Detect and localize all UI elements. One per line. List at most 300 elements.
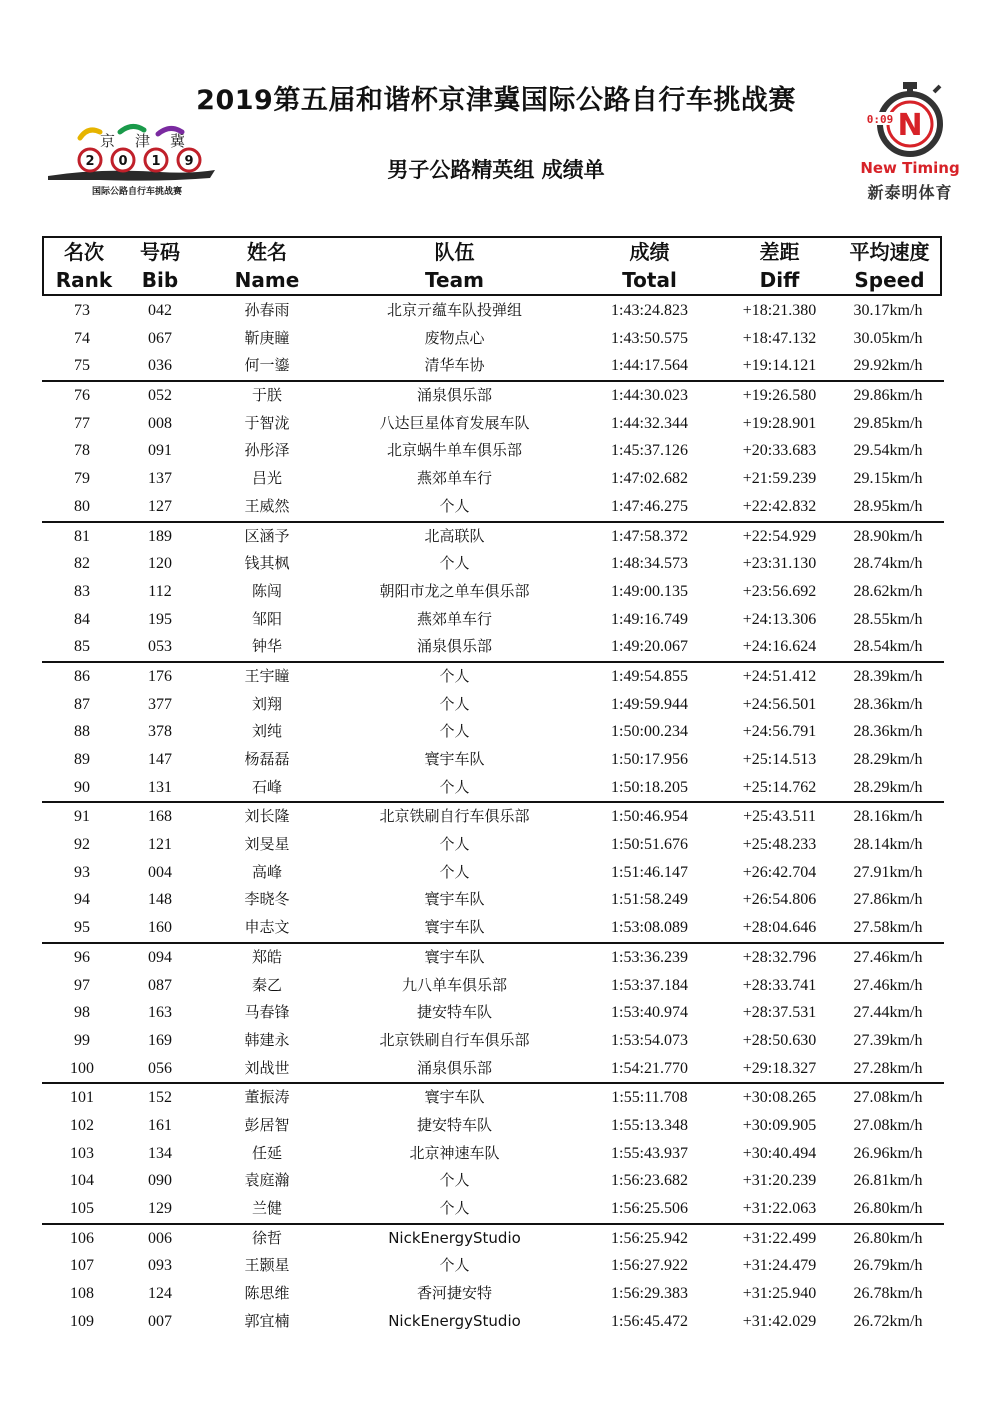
cell-name: 郭宜楠: [244, 1311, 290, 1330]
table-row: [42, 746, 944, 774]
table-row: [42, 493, 944, 521]
cell-team: 北高联队: [424, 526, 485, 545]
cell-name: 韩建永: [244, 1030, 290, 1049]
cell-total: 1:49:00.135: [611, 582, 688, 600]
header-team: 队伍 Team: [425, 240, 484, 292]
cell-speed: 30.05km/h: [853, 329, 923, 347]
cell-total: 1:56:29.383: [611, 1285, 688, 1303]
cell-speed: 29.85km/h: [853, 414, 923, 432]
cell-speed: 26.81km/h: [853, 1172, 923, 1190]
cell-total: 1:56:25.942: [611, 1229, 688, 1247]
header-diff: 差距 Diff: [759, 240, 800, 292]
cell-total: 1:53:36.239: [611, 948, 688, 966]
header-rank: 名次 Rank: [55, 240, 113, 292]
cell-total: 1:54:21.770: [611, 1059, 688, 1077]
cell-total: 1:47:02.682: [611, 470, 688, 488]
cell-total: 1:50:17.956: [611, 751, 688, 768]
cell-team: 捷安特车队: [416, 1003, 492, 1022]
table-row: [42, 606, 944, 634]
cell-speed: 30.17km/h: [853, 302, 923, 319]
cell-team: 个人: [439, 554, 470, 573]
header-total: 成绩 Total: [622, 240, 677, 292]
cell-speed: 27.39km/h: [853, 1031, 923, 1049]
cell-bib: 129: [148, 1200, 172, 1217]
cell-bib: 067: [148, 329, 172, 347]
cell-name: 靳庚瞳: [244, 328, 290, 347]
cell-team: 寰宇车队: [424, 918, 485, 937]
svg-text:冀: 冀: [170, 132, 186, 150]
svg-text:2: 2: [85, 154, 95, 169]
cell-team: 北京铁刷自行车俱乐部: [379, 807, 530, 826]
svg-text:京: 京: [100, 132, 116, 150]
cell-speed: 26.80km/h: [853, 1229, 923, 1247]
cell-speed: 28.55km/h: [853, 610, 923, 628]
cell-speed: 26.72km/h: [853, 1312, 923, 1330]
cell-diff: +25:48.233: [742, 836, 817, 854]
cell-diff: +29:18.327: [742, 1059, 817, 1077]
cell-total: 1:55:13.348: [611, 1116, 688, 1134]
table-row: [42, 1280, 944, 1308]
cell-total: 1:53:08.089: [611, 919, 688, 937]
cell-speed: 28.90km/h: [853, 527, 923, 545]
cell-rank: 105: [70, 1200, 94, 1217]
cell-diff: +26:54.806: [742, 891, 817, 909]
cell-diff: +30:40.494: [742, 1144, 817, 1162]
cell-bib: 053: [148, 638, 172, 656]
table-row: [42, 859, 944, 887]
cell-team: 香河捷安特: [416, 1284, 492, 1303]
cell-diff: +21:59.239: [742, 470, 817, 488]
svg-text:N: N: [897, 108, 923, 143]
cell-name: 孙春雨: [244, 301, 290, 319]
cell-team: 个人: [439, 496, 470, 515]
cell-speed: 28.36km/h: [853, 695, 923, 713]
cell-rank: 92: [74, 836, 90, 854]
table-row: [42, 942, 944, 972]
cell-team: 捷安特车队: [416, 1115, 492, 1134]
cell-rank: 83: [74, 582, 90, 600]
cell-diff: +28:37.531: [742, 1004, 817, 1022]
cell-name: 王威然: [244, 496, 290, 515]
table-row: [42, 465, 944, 493]
table-row: [42, 380, 944, 410]
cell-speed: 28.29km/h: [853, 751, 923, 768]
table-row: [42, 831, 944, 859]
cell-total: 1:53:54.073: [611, 1031, 688, 1049]
page-subtitle: 男子公路精英组 成绩单: [387, 158, 605, 182]
cell-diff: +31:20.239: [742, 1172, 817, 1190]
cell-diff: +31:22.063: [742, 1200, 817, 1217]
cell-name: 彭居智: [244, 1115, 290, 1134]
cell-total: 1:50:00.234: [611, 723, 688, 741]
cell-name: 兰健: [251, 1199, 282, 1217]
cell-total: 1:51:58.249: [611, 891, 688, 909]
header-bib: 号码 Bib: [140, 240, 180, 292]
cell-speed: 29.92km/h: [853, 357, 923, 375]
cell-total: 1:49:54.855: [611, 667, 688, 685]
cell-team: 燕郊单车行: [416, 609, 492, 628]
cell-team: 个人: [439, 1199, 470, 1217]
cell-bib: 052: [148, 387, 172, 405]
cell-rank: 87: [74, 695, 90, 713]
cell-diff: +23:56.692: [742, 582, 817, 600]
cell-rank: 94: [74, 891, 90, 909]
cell-bib: 148: [148, 891, 172, 909]
cell-bib: 121: [148, 836, 172, 854]
cell-speed: 27.08km/h: [853, 1116, 923, 1134]
cell-diff: +18:21.380: [742, 302, 817, 319]
cell-total: 1:48:34.573: [611, 555, 688, 573]
cell-total: 1:45:37.126: [611, 442, 688, 460]
cell-rank: 80: [74, 497, 90, 515]
cell-diff: +19:28.901: [742, 414, 817, 432]
cell-speed: 27.91km/h: [853, 863, 923, 881]
cell-speed: 27.46km/h: [853, 976, 923, 994]
table-row: [42, 999, 944, 1027]
cell-total: 1:43:24.823: [611, 302, 688, 319]
cell-bib: 163: [148, 1004, 172, 1022]
cell-name: 刘翔: [251, 694, 282, 713]
cell-diff: +25:43.511: [743, 808, 816, 826]
cell-rank: 78: [74, 442, 90, 460]
cell-total: 1:47:46.275: [611, 497, 688, 515]
cell-bib: 094: [148, 948, 172, 966]
cell-diff: +22:54.929: [742, 527, 817, 545]
timing-brand: New Timing: [860, 159, 960, 177]
cell-name: 区涵予: [244, 526, 290, 545]
cell-bib: 176: [148, 667, 172, 685]
cell-name: 钟华: [251, 637, 282, 656]
cell-name: 邹阳: [251, 609, 282, 628]
table-row: [42, 1027, 944, 1055]
cell-bib: 008: [148, 414, 172, 432]
cell-bib: 004: [148, 863, 172, 881]
cell-name: 刘战世: [244, 1058, 290, 1077]
cell-bib: 169: [148, 1031, 172, 1049]
cell-rank: 106: [70, 1229, 94, 1247]
cell-bib: 112: [148, 582, 172, 600]
cell-speed: 29.54km/h: [853, 442, 923, 460]
cell-speed: 28.54km/h: [853, 638, 923, 656]
svg-text:津: 津: [135, 132, 151, 150]
cell-diff: +26:42.704: [742, 863, 817, 881]
cell-rank: 82: [74, 555, 90, 573]
cell-total: 1:44:32.344: [611, 414, 688, 432]
cell-name: 陈思维: [244, 1284, 290, 1303]
cell-bib: 152: [148, 1089, 172, 1107]
cell-rank: 103: [70, 1144, 94, 1162]
cell-diff: +31:42.029: [742, 1312, 817, 1330]
table-row: [42, 1252, 944, 1280]
cell-name: 于朕: [251, 386, 282, 405]
results-table-body: [42, 297, 944, 1335]
cell-rank: 104: [70, 1172, 94, 1190]
cell-rank: 107: [70, 1257, 94, 1275]
cell-total: 1:56:27.922: [611, 1257, 688, 1275]
cell-name: 王颢星: [244, 1256, 290, 1275]
cell-diff: +30:09.905: [742, 1116, 817, 1134]
cell-rank: 100: [70, 1059, 94, 1077]
table-row: [42, 352, 944, 380]
cell-team: 朝阳市龙之单车俱乐部: [379, 581, 530, 600]
cell-team: 燕郊单车行: [416, 469, 492, 488]
table-row: [42, 521, 944, 551]
cell-rank: 109: [70, 1312, 94, 1330]
cell-team: 废物点心: [424, 328, 485, 347]
cell-speed: 28.14km/h: [853, 836, 923, 854]
cell-name: 孙彤泽: [244, 441, 290, 460]
cell-total: 1:55:11.708: [611, 1089, 688, 1107]
cell-bib: 090: [148, 1172, 172, 1190]
cell-bib: 124: [148, 1285, 172, 1303]
cell-speed: 28.74km/h: [853, 555, 923, 573]
cell-team: 个人: [439, 777, 470, 796]
results-table-header: [42, 236, 942, 296]
cell-speed: 28.36km/h: [853, 723, 923, 741]
cell-rank: 93: [74, 863, 90, 881]
cell-total: 1:44:30.023: [611, 387, 688, 405]
table-row: [42, 410, 944, 438]
cell-bib: 134: [148, 1144, 172, 1162]
svg-text:9: 9: [184, 154, 194, 169]
table-row: [42, 1308, 944, 1336]
cell-rank: 74: [74, 329, 90, 347]
table-row: [42, 914, 944, 942]
cell-rank: 75: [74, 357, 90, 375]
cell-speed: 28.95km/h: [853, 497, 923, 515]
cell-name: 秦乙: [251, 975, 282, 994]
cell-bib: 036: [148, 357, 172, 375]
svg-text:0:09: 0:09: [866, 113, 894, 126]
cell-bib: 042: [148, 302, 172, 319]
cell-diff: +19:26.580: [742, 387, 817, 405]
cell-rank: 97: [74, 976, 90, 994]
event-logo: [40, 118, 220, 203]
cell-diff: +31:25.940: [742, 1285, 817, 1303]
cell-rank: 85: [74, 638, 90, 656]
cell-team: 寰宇车队: [424, 1088, 485, 1107]
cell-team: 个人: [439, 694, 470, 713]
cell-diff: +31:22.499: [742, 1229, 817, 1247]
cell-team: NickEnergyStudio: [388, 1228, 521, 1247]
cell-name: 徐哲: [251, 1228, 282, 1247]
cell-bib: 091: [148, 442, 172, 460]
cell-speed: 27.46km/h: [853, 948, 923, 966]
cell-rank: 96: [74, 948, 90, 966]
cell-total: 1:49:20.067: [611, 638, 688, 656]
page-title: 2019第五届和谐杯京津冀国际公路自行车挑战赛: [196, 85, 796, 116]
table-row: [42, 297, 944, 325]
table-row: [42, 972, 944, 1000]
cell-speed: 27.86km/h: [853, 891, 923, 909]
cell-diff: +24:56.791: [742, 723, 817, 741]
cell-speed: 26.80km/h: [853, 1200, 923, 1217]
cell-total: 1:49:16.749: [611, 610, 688, 628]
cell-team: 北京铁刷自行车俱乐部: [379, 1030, 530, 1049]
cell-speed: 27.44km/h: [853, 1004, 923, 1022]
cell-diff: +30:08.265: [742, 1089, 817, 1107]
table-row: [42, 437, 944, 465]
cell-total: 1:44:17.564: [611, 357, 688, 375]
cell-diff: +24:51.412: [742, 667, 817, 685]
cell-bib: 377: [148, 695, 172, 713]
cell-bib: 378: [148, 723, 172, 741]
cell-diff: +28:32.796: [742, 948, 817, 966]
cell-total: 1:53:37.184: [611, 976, 688, 994]
cell-rank: 89: [74, 751, 90, 768]
cell-bib: 131: [148, 778, 172, 796]
cell-speed: 27.58km/h: [853, 919, 923, 937]
cell-diff: +25:14.513: [742, 751, 817, 768]
cell-rank: 88: [74, 723, 90, 741]
cell-bib: 147: [148, 751, 172, 768]
cell-name: 吕光: [251, 469, 282, 488]
cell-diff: +28:33.741: [742, 976, 817, 994]
cell-team: NickEnergyStudio: [388, 1311, 521, 1330]
cell-bib: 168: [148, 808, 172, 826]
cell-bib: 006: [148, 1229, 172, 1247]
cell-total: 1:51:46.147: [611, 863, 688, 881]
table-row: [42, 886, 944, 914]
cell-rank: 90: [74, 778, 90, 796]
cell-diff: +24:56.501: [742, 695, 817, 713]
cell-rank: 79: [74, 470, 90, 488]
table-row: [42, 801, 944, 831]
table-row: [42, 325, 944, 353]
cell-name: 申志文: [244, 918, 290, 937]
cell-bib: 120: [148, 555, 172, 573]
table-row: [42, 578, 944, 606]
cell-name: 刘纯: [251, 722, 282, 741]
table-row: [42, 1140, 944, 1168]
cell-diff: +22:42.832: [742, 497, 817, 515]
cell-team: 清华车协: [424, 356, 485, 375]
table-row: [42, 1223, 944, 1253]
cell-speed: 27.08km/h: [853, 1089, 923, 1107]
cell-rank: 86: [74, 667, 90, 685]
cell-rank: 99: [74, 1031, 90, 1049]
cell-bib: 093: [148, 1257, 172, 1275]
cell-name: 钱其枫: [244, 554, 290, 573]
cell-name: 于智泷: [244, 413, 290, 432]
cell-name: 郑皓: [251, 947, 282, 966]
header-name: 姓名 Name: [234, 240, 300, 292]
cell-name: 刘长隆: [244, 807, 290, 826]
cell-diff: +24:13.306: [742, 610, 817, 628]
cell-name: 高峰: [251, 862, 282, 881]
cell-name: 王宇瞳: [244, 666, 290, 685]
cell-team: 涌泉俱乐部: [416, 1058, 492, 1077]
cell-rank: 101: [70, 1089, 94, 1107]
cell-team: 涌泉俱乐部: [416, 637, 492, 656]
table-row: [42, 1167, 944, 1195]
cell-speed: 26.79km/h: [853, 1257, 923, 1275]
cell-rank: 73: [74, 302, 90, 319]
cell-diff: +25:14.762: [742, 778, 817, 796]
table-row: [42, 691, 944, 719]
cell-total: 1:50:51.676: [611, 836, 688, 854]
cell-team: 寰宇车队: [424, 947, 485, 966]
cell-diff: +20:33.683: [742, 442, 817, 460]
cell-total: 1:56:23.682: [611, 1172, 688, 1190]
cell-bib: 189: [148, 527, 172, 545]
table-row: [42, 1112, 944, 1140]
cell-rank: 77: [74, 414, 90, 432]
cell-speed: 28.39km/h: [853, 667, 923, 685]
cell-diff: +28:04.646: [742, 919, 817, 937]
cell-total: 1:56:45.472: [611, 1312, 688, 1330]
cell-name: 袁庭瀚: [244, 1171, 290, 1190]
table-row: [42, 633, 944, 661]
svg-text:1: 1: [151, 154, 161, 169]
cell-team: 个人: [439, 1171, 470, 1190]
timing-logo: [858, 80, 962, 205]
cell-speed: 29.15km/h: [853, 470, 923, 488]
cell-name: 何一鎏: [244, 356, 290, 375]
cell-total: 1:50:46.954: [611, 808, 688, 826]
cell-rank: 95: [74, 919, 90, 937]
cell-rank: 108: [70, 1285, 94, 1303]
cell-bib: 127: [148, 497, 172, 515]
cell-name: 董振涛: [244, 1088, 290, 1107]
cell-name: 李晓冬: [244, 890, 290, 909]
cell-team: 北京蜗牛单车俱乐部: [386, 441, 522, 460]
cell-speed: 26.78km/h: [853, 1285, 923, 1303]
table-row: [42, 1195, 944, 1223]
cell-team: 个人: [439, 666, 470, 685]
cell-total: 1:47:58.372: [611, 527, 688, 545]
cell-name: 陈闯: [251, 581, 282, 600]
cell-name: 任延: [251, 1143, 282, 1162]
cell-name: 石峰: [251, 777, 282, 796]
cell-rank: 91: [74, 808, 90, 826]
cell-team: 涌泉俱乐部: [416, 386, 492, 405]
cell-team: 个人: [439, 835, 470, 854]
table-row: [42, 661, 944, 691]
cell-speed: 27.28km/h: [853, 1059, 923, 1077]
event-logo-caption: 国际公路自行车挑战赛: [91, 187, 182, 197]
table-row: [42, 1082, 944, 1112]
cell-diff: +23:31.130: [742, 555, 817, 573]
cell-rank: 76: [74, 387, 90, 405]
cell-total: 1:50:18.205: [611, 778, 688, 796]
table-row: [42, 1055, 944, 1083]
cell-diff: +31:24.479: [742, 1257, 817, 1275]
stopwatch-icon: [858, 80, 962, 160]
cell-total: 1:49:59.944: [611, 695, 688, 713]
cell-team: 寰宇车队: [424, 750, 485, 768]
cell-team: 寰宇车队: [424, 890, 485, 909]
cell-speed: 28.29km/h: [853, 778, 923, 796]
cell-bib: 137: [148, 470, 172, 488]
cell-team: 北京亓蕴车队投弹组: [386, 301, 522, 319]
cell-total: 1:53:40.974: [611, 1004, 688, 1022]
cell-total: 1:43:50.575: [611, 329, 688, 347]
cell-bib: 161: [148, 1116, 172, 1134]
cell-rank: 84: [74, 610, 90, 628]
timing-brand-cn: 新泰明体育: [867, 183, 953, 202]
cell-name: 刘旻星: [244, 835, 290, 854]
table-row: [42, 774, 944, 802]
cell-speed: 29.86km/h: [853, 387, 923, 405]
header-speed: 平均速度 Speed: [849, 240, 930, 292]
cell-team: 个人: [439, 862, 470, 881]
cell-total: 1:55:43.937: [611, 1144, 688, 1162]
cell-team: 八达巨星体育发展车队: [379, 413, 530, 432]
cell-total: 1:56:25.506: [611, 1200, 688, 1217]
cell-speed: 28.62km/h: [853, 582, 923, 600]
cell-rank: 98: [74, 1004, 90, 1022]
